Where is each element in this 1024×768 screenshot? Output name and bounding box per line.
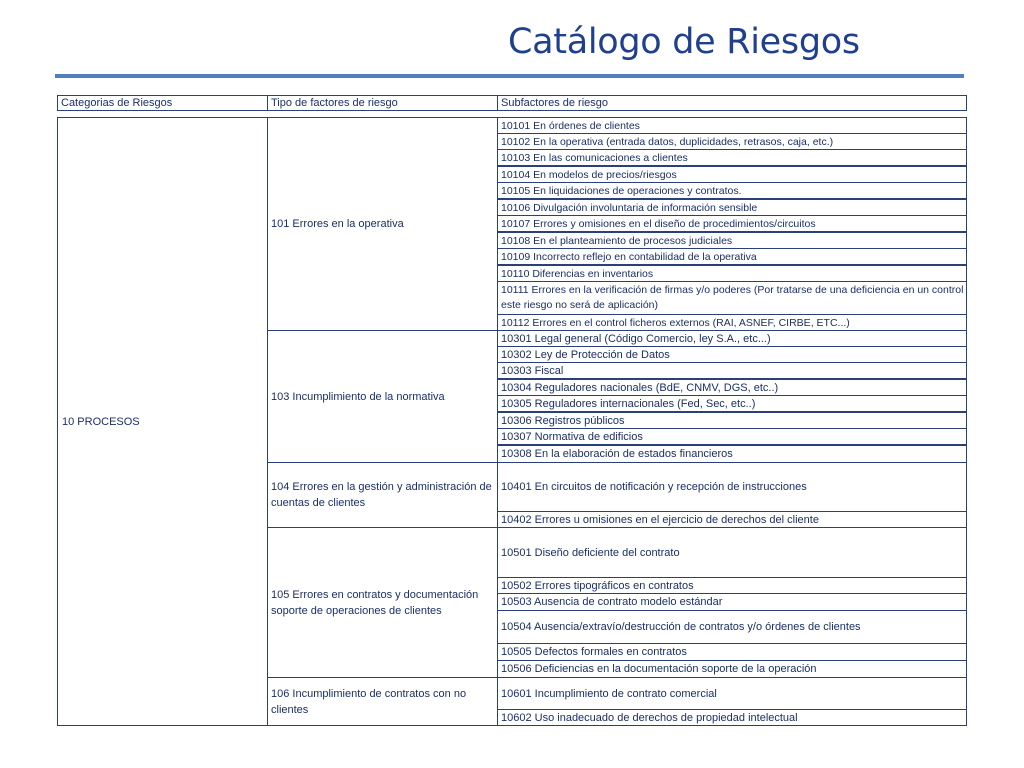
page-title: Catálogo de Riesgos [508,22,860,62]
subfactor-row: 10110 Diferencias en inventarios [497,265,967,282]
subfactor-row: 10306 Registros públicos [497,412,967,429]
tipo-103: 103 Incumplimiento de la normativa [267,330,498,463]
subfactor-row: 10106 Divulgación involuntaria de información sensible [497,199,967,216]
subfactor-row: 10104 En modelos de precios/riesgos [497,166,967,183]
subfactor-row: 10501 Diseño deficiente del contrato [497,527,967,578]
category-cell: 10 PROCESOS [57,117,268,726]
subfactor-row: 10401 En circuitos de notificación y recepción de instrucciones [497,462,967,512]
subfactor-row: 10302 Ley de Protección de Datos [497,346,967,363]
subfactor-row: 10107 Errores y omisiones en el diseño de procedimientos/circuitos [497,215,967,232]
subfactor-row: 10503 Ausencia de contrato modelo estándar [497,593,967,611]
header-categorias: Categorias de Riesgos [57,95,268,111]
subfactor-row: 10502 Errores tipográficos en contratos [497,577,967,594]
subfactor-row: 10301 Legal general (Código Comercio, ley S.A., etc...) [497,330,967,347]
header-tipo: Tipo de factores de riesgo [267,95,498,111]
tipo-105: 105 Errores en contratos y documentación soporte de operaciones de clientes [267,527,498,678]
subfactor-row: 10111 Errores en la verificación de firmas y/o poderes (Por tratarse de una deficiencia en un control este riesgo no será de aplicación) [497,281,967,315]
subfactor-row: 10602 Uso inadecuado de derechos de propiedad intelectual [497,709,967,726]
subfactor-row: 10105 En liquidaciones de operaciones y contratos. [497,182,967,199]
subfactor-row: 10601 Incumplimiento de contrato comercial [497,677,967,710]
subfactor-row: 10109 Incorrecto reflejo en contabilidad de la operativa [497,248,967,265]
subfactor-row: 10304 Reguladores nacionales (BdE, CNMV, DGS, etc..) [497,379,967,396]
title-underline [55,74,964,78]
header-subfactores: Subfactores de riesgo [497,95,967,111]
subfactor-row: 10303 Fiscal [497,362,967,379]
subfactor-row: 10103 En las comunicaciones a clientes [497,149,967,166]
subfactor-row: 10112 Errores en el control ficheros externos (RAI, ASNEF, CIRBE, ETC...) [497,314,967,331]
subfactor-row: 10504 Ausencia/extravío/destrucción de contratos y/o órdenes de clientes [497,610,967,644]
subfactor-row: 10101 En órdenes de clientes [497,117,967,134]
subfactor-row: 10305 Reguladores internacionales (Fed, Sec, etc..) [497,395,967,412]
subfactor-row: 10506 Deficiencias en la documentación soporte de la operación [497,660,967,678]
tipo-104: 104 Errores en la gestión y administración de cuentas de clientes [267,462,498,528]
subfactor-row: 10402 Errores u omisiones en el ejercicio de derechos del cliente [497,511,967,528]
tipo-106: 106 Incumplimiento de contratos con no clientes [267,677,498,726]
subfactor-row: 10102 En la operativa (entrada datos, duplicidades, retrasos, caja, etc.) [497,133,967,150]
tipo-101: 101 Errores en la operativa [267,117,498,331]
subfactor-row: 10308 En la elaboración de estados financieros [497,445,967,463]
subfactor-row: 10505 Defectos formales en contratos [497,643,967,661]
subfactor-row: 10307 Normativa de edificios [497,428,967,445]
subfactor-row: 10108 En el planteamiento de procesos judiciales [497,232,967,249]
